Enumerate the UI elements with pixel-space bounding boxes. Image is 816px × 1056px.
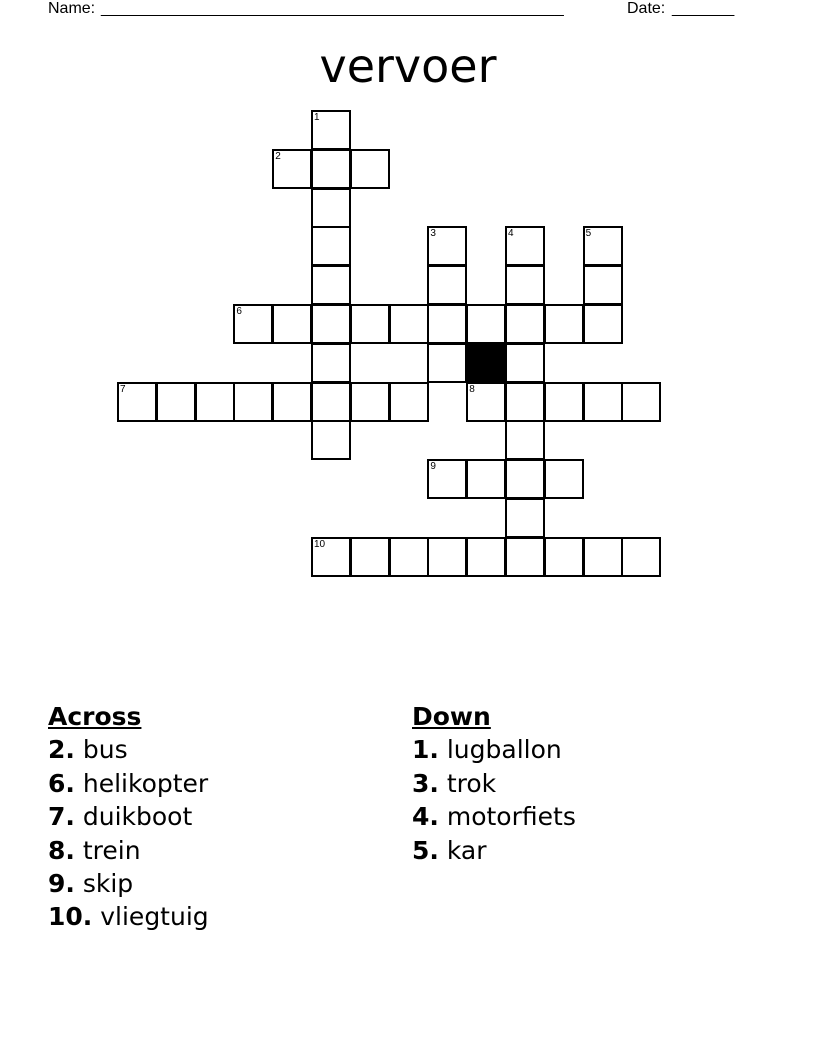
grid-cell[interactable] xyxy=(544,304,584,344)
clue-number: 4. xyxy=(412,802,439,832)
grid-cell[interactable] xyxy=(505,382,545,422)
clue-number-label: 10 xyxy=(314,538,326,550)
grid-cell[interactable] xyxy=(311,226,351,266)
grid-cell[interactable] xyxy=(311,265,351,305)
clue-number: 2. xyxy=(48,735,75,765)
grid-cell[interactable] xyxy=(583,226,623,266)
grid-cell[interactable] xyxy=(427,265,467,305)
grid-cell[interactable] xyxy=(389,382,429,422)
across-heading: Across xyxy=(48,702,142,731)
grid-cell[interactable] xyxy=(233,382,273,422)
clue-item xyxy=(48,900,209,933)
clue-item xyxy=(48,834,209,867)
grid-cell[interactable] xyxy=(505,537,545,577)
grid-cell[interactable] xyxy=(195,382,235,422)
grid-cell[interactable] xyxy=(350,382,390,422)
clue-text: lugballon xyxy=(446,735,562,765)
clue-number-label: 3 xyxy=(430,228,436,240)
clue-number: 6. xyxy=(48,768,75,798)
down-clues xyxy=(412,700,576,867)
grid-cell[interactable] xyxy=(466,537,506,577)
grid-cell[interactable] xyxy=(311,343,351,383)
clue-number-label: 8 xyxy=(469,383,475,395)
grid-cell[interactable] xyxy=(311,382,351,422)
grid-cell[interactable] xyxy=(427,304,467,344)
grid-cell[interactable] xyxy=(350,149,390,189)
grid-cell[interactable] xyxy=(311,110,351,150)
clue-item xyxy=(48,733,209,766)
name-field[interactable]: ____________________________________________________ xyxy=(101,0,564,17)
clue-item xyxy=(48,800,209,833)
clue-item xyxy=(412,767,576,800)
grid-cell[interactable] xyxy=(311,537,351,577)
grid-cell[interactable] xyxy=(311,149,351,189)
grid-cell[interactable] xyxy=(466,382,506,422)
date-field[interactable]: _______ xyxy=(672,0,735,17)
clue-number: 3. xyxy=(412,768,439,798)
clue-number: 9. xyxy=(48,869,75,899)
grid-cell[interactable] xyxy=(233,304,273,344)
grid-cell[interactable] xyxy=(505,498,545,538)
grid-cell[interactable] xyxy=(389,304,429,344)
grid-cell[interactable] xyxy=(427,343,467,383)
clue-text: skip xyxy=(82,869,134,899)
clue-item xyxy=(48,867,209,900)
grid-cell[interactable] xyxy=(272,149,312,189)
grid-cell[interactable] xyxy=(466,459,506,499)
clue-number-label: 5 xyxy=(585,228,592,240)
grid-cell[interactable] xyxy=(389,537,429,577)
clue-number: 8. xyxy=(48,835,75,865)
down-heading: Down xyxy=(412,702,491,731)
grid-cell[interactable] xyxy=(505,265,545,305)
grid-cell[interactable] xyxy=(583,537,623,577)
clue-text: helikopter xyxy=(82,768,209,798)
grid-cell[interactable] xyxy=(272,304,312,344)
date-label: Date: xyxy=(627,0,666,17)
clue-text: kar xyxy=(446,835,487,865)
grid-cell[interactable] xyxy=(350,304,390,344)
grid-cell[interactable] xyxy=(427,459,467,499)
grid-cell[interactable] xyxy=(311,188,351,228)
clue-item xyxy=(412,733,576,766)
grid-cell[interactable] xyxy=(544,537,584,577)
clue-number: 10. xyxy=(48,902,93,932)
clue-text: bus xyxy=(82,735,128,765)
clue-number: 7. xyxy=(48,802,75,832)
grid-cell[interactable] xyxy=(272,382,312,422)
clue-text: vliegtuig xyxy=(100,902,209,932)
clue-item xyxy=(412,800,576,833)
grid-cell[interactable] xyxy=(350,537,390,577)
grid-cell[interactable] xyxy=(544,382,584,422)
clue-number-label: 2 xyxy=(275,150,281,162)
grid-cell[interactable] xyxy=(505,459,545,499)
name-label: Name: xyxy=(48,0,96,17)
grid-cell[interactable] xyxy=(311,304,351,344)
grid-cell[interactable] xyxy=(505,343,545,383)
clue-item xyxy=(412,834,576,867)
page-title: vervoer xyxy=(319,39,497,93)
clue-number-label: 1 xyxy=(314,112,320,123)
grid-cell[interactable] xyxy=(544,459,584,499)
grid-cell[interactable] xyxy=(311,420,351,460)
grid-cell[interactable] xyxy=(583,382,623,422)
clue-number: 1. xyxy=(412,735,439,765)
grid-cell[interactable] xyxy=(156,382,196,422)
grid-cell[interactable] xyxy=(505,226,545,266)
across-clues xyxy=(48,700,209,934)
clue-number-label: 6 xyxy=(236,306,242,317)
clue-text: trok xyxy=(446,768,497,798)
clue-number-label: 9 xyxy=(430,461,436,473)
clue-text: motorfiets xyxy=(446,802,576,832)
grid-cell[interactable] xyxy=(583,304,623,344)
clue-text: duikboot xyxy=(82,802,193,832)
clue-item xyxy=(48,767,209,800)
grid-cell[interactable] xyxy=(621,537,661,577)
black-cell xyxy=(466,343,506,383)
grid-cell[interactable] xyxy=(427,226,467,266)
grid-cell[interactable] xyxy=(505,420,545,460)
clue-number-label: 7 xyxy=(120,383,126,395)
grid-cell[interactable] xyxy=(583,265,623,305)
grid-cell[interactable] xyxy=(117,382,157,422)
clue-number: 5. xyxy=(412,835,439,865)
grid-cell[interactable] xyxy=(466,304,506,344)
grid-cell[interactable] xyxy=(621,382,661,422)
grid-cell[interactable] xyxy=(427,537,467,577)
clue-number-label: 4 xyxy=(508,228,514,240)
clue-text: trein xyxy=(82,835,141,865)
grid-cell[interactable] xyxy=(505,304,545,344)
